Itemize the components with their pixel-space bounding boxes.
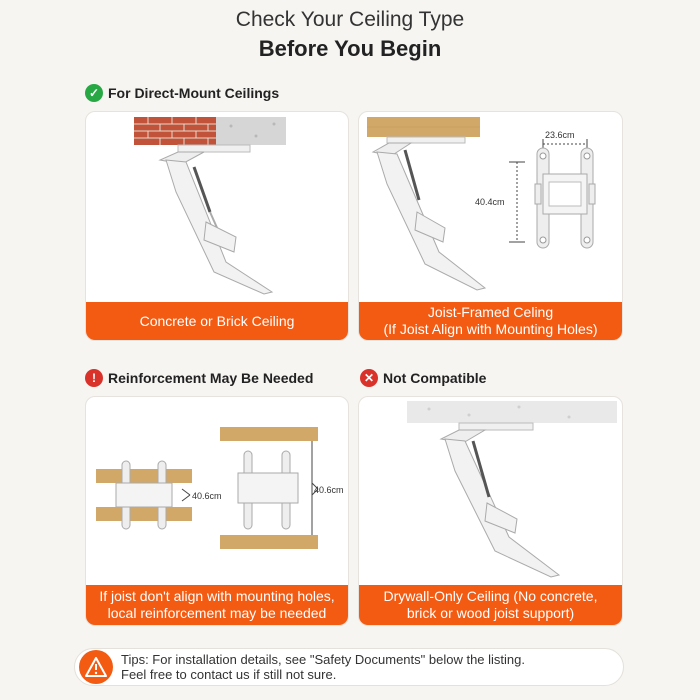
card-reinforcement [85, 396, 349, 626]
section-not-compatible-label: Not Compatible [383, 370, 487, 386]
title-line-2: Before You Begin [258, 36, 442, 61]
reinforcement-illustration [86, 397, 348, 587]
section-reinforcement-label: Reinforcement May Be Needed [108, 370, 314, 386]
drywall-illustration [359, 397, 622, 587]
concrete-mount-illustration [86, 112, 348, 302]
caption-concrete: Concrete or Brick Ceiling [86, 302, 348, 340]
tips-line-1: Tips: For installation details, see "Safety Documents" below the listing. [121, 652, 525, 667]
x-icon: ✕ [360, 369, 378, 387]
section-not-compatible [360, 369, 486, 387]
caption-reinforcement [86, 585, 348, 625]
section-reinforcement [85, 369, 313, 387]
reinforce-label-a: 40.6cm [192, 491, 222, 501]
card-drywall [358, 396, 623, 626]
card-joist-framed [358, 111, 623, 341]
caption-joist [359, 302, 622, 340]
exclamation-icon: ! [85, 369, 103, 387]
reinforce-label-b: 40.6cm [314, 485, 344, 495]
caption-drywall-line-1: Drywall-Only Ceiling (No concrete, [383, 588, 598, 604]
caption-reinforcement-line-1: If joist don't align with mounting holes, [99, 588, 335, 604]
caption-reinforcement-line-2: local reinforcement may be needed [107, 605, 327, 621]
caption-drywall-line-2: brick or wood joist support) [406, 605, 575, 621]
title-line-1: Check Your Ceiling Type [235, 8, 465, 31]
check-icon: ✓ [85, 84, 103, 102]
card-concrete-brick [85, 111, 349, 341]
caption-joist-line-1: Joist-Framed Celing [427, 304, 554, 320]
section-direct-mount [85, 84, 279, 102]
caption-drywall [359, 585, 622, 625]
tips-bar [74, 648, 624, 686]
caption-joist-line-2: (If Joist Align with Mounting Holes) [383, 321, 598, 337]
warning-icon [79, 650, 113, 684]
joist-mount-illustration [359, 112, 622, 302]
joist-width-label: 23.6cm [545, 130, 575, 140]
tips-text [121, 652, 617, 682]
section-direct-mount-label: For Direct-Mount Ceilings [108, 85, 280, 101]
joist-height-label: 40.4cm [475, 197, 505, 207]
tips-line-2: Feel free to contact us if still not sure. [121, 667, 337, 682]
